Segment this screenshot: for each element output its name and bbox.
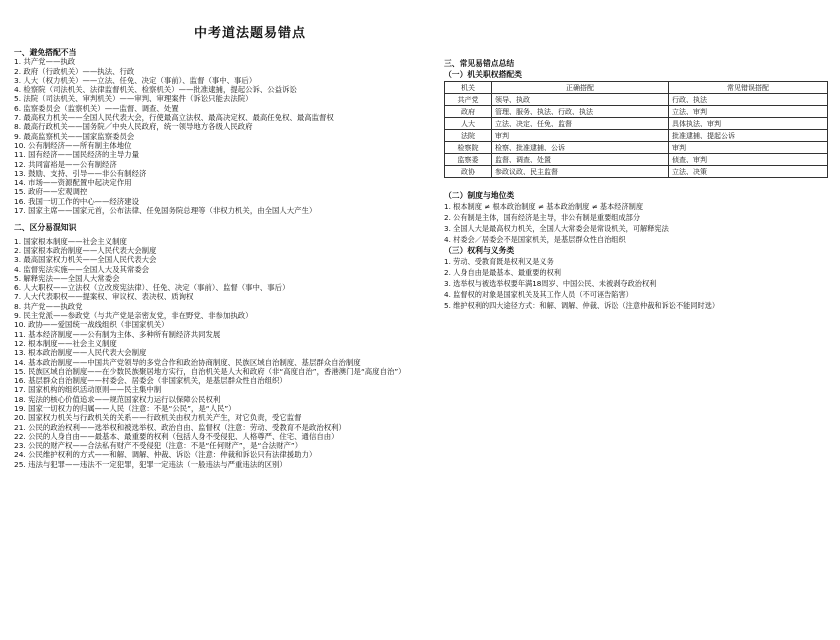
table-row [445, 106, 828, 118]
list-item: 3. 选举权与被选举权要年满18周岁、中国公民、未被剥夺政治权利 [444, 279, 657, 288]
table-cell: 监督、调查、处置 [492, 154, 669, 166]
section-heading-3: 三、常见易错点总结 [444, 59, 515, 68]
table-cell: 审判 [492, 130, 669, 142]
list-item: 8. 最高行政机关——国务院／中央人民政府，统一领导地方各级人民政府 [14, 122, 253, 132]
list-item: 4. 监督权的对象是国家机关及其工作人员（不可诬告陷害） [444, 290, 633, 299]
table-header-row [445, 82, 828, 94]
table-cell: 检察、批准逮捕、公诉 [492, 142, 669, 154]
right-column [444, 58, 830, 311]
list-item: 16. 我国一切工作的中心——经济建设 [14, 196, 139, 206]
list-item: 10. 公有制经济——所有制主体地位 [14, 140, 132, 150]
list-item: 23. 公民的财产权——合法私有财产不受侵犯（注意：不是“任何财产”，是“合法财产”） [14, 441, 303, 451]
list-item: 6. 监察委员会（监察机关）——监督、调查、处置 [14, 103, 179, 113]
table-cell: 领导、执政 [492, 94, 669, 106]
list-item: 25. 违法与犯罪——违法不一定犯罪，犯罪一定违法（一般违法与严重违法的区别） [14, 459, 287, 469]
list-item: 3. 全国人大是最高权力机关，全国人大常委会是常设机关，可解释宪法 [444, 224, 669, 233]
table-cell: 监察委 [445, 154, 492, 166]
table-cell: 政府 [445, 106, 492, 118]
list-item: 17. 国家机构的组织活动原则——民主集中制 [14, 385, 162, 395]
subsection-heading-2: （二）制度与地位类 [444, 191, 515, 200]
table-cell: 侦查、审判 [669, 154, 828, 166]
table-cell: 立法、决定、任免、监督 [492, 118, 669, 130]
list-item: 2. 政府（行政机关）——执法、行政 [14, 66, 135, 76]
list-item: 5. 解释宪法——全国人大常委会 [14, 273, 120, 283]
table-row [445, 94, 828, 106]
list-item: 1. 根本制度 ≠ 根本政治制度 ≠ 基本政治制度 ≠ 基本经济制度 [444, 202, 644, 211]
table-cell: 政协 [445, 166, 492, 178]
list-item: 15. 民族区域自治制度——在少数民族聚居地方实行，自治机关是人大和政府（非“高度自治”，香港澳门是“高度自治”） [14, 366, 406, 376]
list-item: 7. 最高权力机关——全国人民代表大会，行使最高立法权、最高决定权、最高任免权、最高监督权 [14, 113, 334, 123]
list-item: 6. 人大职权——立法权（立改废宪法律）、任免、决定（事前）、监督（事中、事后） [14, 283, 290, 293]
list-item: 24. 公民维护权利的方式——和解、调解、仲裁、诉讼（注意：仲裁和诉讼只有法律援助力） [14, 450, 317, 460]
table-cell: 立法、决策 [669, 166, 828, 178]
list-item: 2. 人身自由是最基本、最重要的权利 [444, 268, 561, 277]
subsection-3-list [444, 256, 830, 311]
list-item: 14. 市场——资源配置中起决定作用 [14, 178, 132, 188]
list-item: 14. 基本政治制度——中国共产党领导的多党合作和政治协商制度、民族区域自治制度、基层群众自治制度 [14, 357, 361, 367]
table-header-cell: 常见错误搭配 [669, 82, 828, 94]
table-cell: 法院 [445, 130, 492, 142]
table-row [445, 130, 828, 142]
list-item: 4. 村委会／居委会不是国家机关，是基层群众性自治组织 [444, 235, 626, 244]
table-cell: 管理、服务、执法、行政、执法 [492, 106, 669, 118]
left-column [14, 48, 434, 469]
list-item: 4. 监督宪法实施——全国人大及其常委会 [14, 264, 150, 274]
list-item: 13. 鼓励、支持、引导——非公有制经济 [14, 168, 147, 178]
table-body [445, 94, 828, 178]
relations-table [444, 81, 828, 178]
subsection-heading-3: （三）权利与义务类 [444, 246, 515, 255]
page-title: 中考道法题易错点 [193, 26, 306, 41]
list-item: 11. 国有经济——国民经济的主导力量 [14, 150, 139, 160]
list-item: 22. 公民的人身自由——最基本、最重要的权利（包括人身不受侵犯、人格尊严、住宅、通信自由） [14, 431, 339, 441]
subsection-heading-1: （一）机关职权搭配类 [444, 70, 522, 79]
table-cell: 立法、审判 [669, 106, 828, 118]
subsection-2-list [444, 201, 830, 245]
list-item: 10. 政协——爱国统一战线组织（非国家机关） [14, 320, 169, 330]
list-item: 5. 维护权利的四大途径方式：和解、调解、仲裁、诉讼（注意仲裁和诉讼不能同时选） [444, 301, 720, 310]
list-item: 13. 根本政治制度——人民代表大会制度 [14, 348, 147, 358]
list-item: 21. 公民的政治权利——选举权和被选举权、政治自由、监督权（注意：劳动、受教育不是政治权利） [14, 422, 346, 432]
list-item: 2. 国家根本政治制度——人民代表大会制度 [14, 245, 157, 255]
list-item: 12. 根本制度——社会主义制度 [14, 338, 117, 348]
list-item: 3. 人大（权力机关）——立法、任免、决定（事前）、监督（事中、事后） [14, 75, 257, 85]
list-item: 9. 民主党派——参政党（与共产党是亲密友党，非在野党、非参加执政） [14, 311, 253, 321]
table-cell: 检察院 [445, 142, 492, 154]
table-row [445, 118, 828, 130]
list-item: 16. 基层群众自治制度——村委会、居委会（非国家机关，是基层群众性自治组织） [14, 376, 287, 386]
section-heading-1: 一、避免搭配不当 [14, 48, 77, 57]
list-item: 1. 共产党——执政 [14, 57, 76, 67]
table-cell: 人大 [445, 118, 492, 130]
list-item: 20. 国家权力机关与行政机关的关系——行政机关由权力机关产生，对它负责，受它监督 [14, 413, 302, 423]
list-item: 3. 最高国家权力机关——全国人民代表大会 [14, 255, 157, 265]
table-header-cell: 正确搭配 [492, 82, 669, 94]
list-item: 15. 政府——宏观调控 [14, 187, 88, 197]
list-item: 5. 法院（司法机关、审判机关）——审判、审理案件（诉讼只能去法院） [14, 94, 253, 104]
list-item: 9. 最高监察机关——国家监察委员会 [14, 131, 135, 141]
section-1-list [14, 57, 434, 215]
list-item: 17. 国家主席——国家元首，公布法律、任免国务院总理等（非权力机关，由全国人大产生） [14, 206, 317, 216]
section-heading-2: 二、区分易混知识 [14, 223, 77, 233]
table-cell: 批准逮捕、提起公诉 [669, 130, 828, 142]
table-row [445, 166, 828, 178]
list-item: 8. 共产党——执政党 [14, 301, 83, 311]
list-item: 12. 共同富裕是——公有制经济 [14, 159, 117, 169]
table-cell: 行政、执法 [669, 94, 828, 106]
list-item: 18. 宪法的核心价值追求——规范国家权力运行以保障公民权利 [14, 394, 221, 404]
list-item: 4. 检察院（司法机关、法律监督机关、检察机关）——批准逮捕，提起公诉、公益诉讼 [14, 85, 297, 95]
list-item: 19. 国家一切权力的归属——人民（注意：不是“公民”，是“人民”） [14, 403, 236, 413]
list-item: 2. 公有制是主体，国有经济是主导，非公有制是重要组成部分 [444, 213, 641, 222]
table-cell: 共产党 [445, 94, 492, 106]
table-cell: 审判 [669, 142, 828, 154]
section-2-list [14, 237, 434, 469]
list-item: 1. 劳动、受教育既是权利又是义务 [444, 257, 554, 266]
list-item: 11. 基本经济制度——公有制为主体、多种所有制经济共同发展 [14, 329, 221, 339]
list-item: 7. 人大代表职权——提案权、审议权、表决权、质询权 [14, 292, 194, 302]
table-row [445, 154, 828, 166]
list-item: 1. 国家根本制度——社会主义制度 [14, 236, 127, 246]
table-cell: 具体执法、审判 [669, 118, 828, 130]
table-row [445, 142, 828, 154]
table-header-cell: 机关 [445, 82, 492, 94]
table-cell: 参政议政、民主监督 [492, 166, 669, 178]
